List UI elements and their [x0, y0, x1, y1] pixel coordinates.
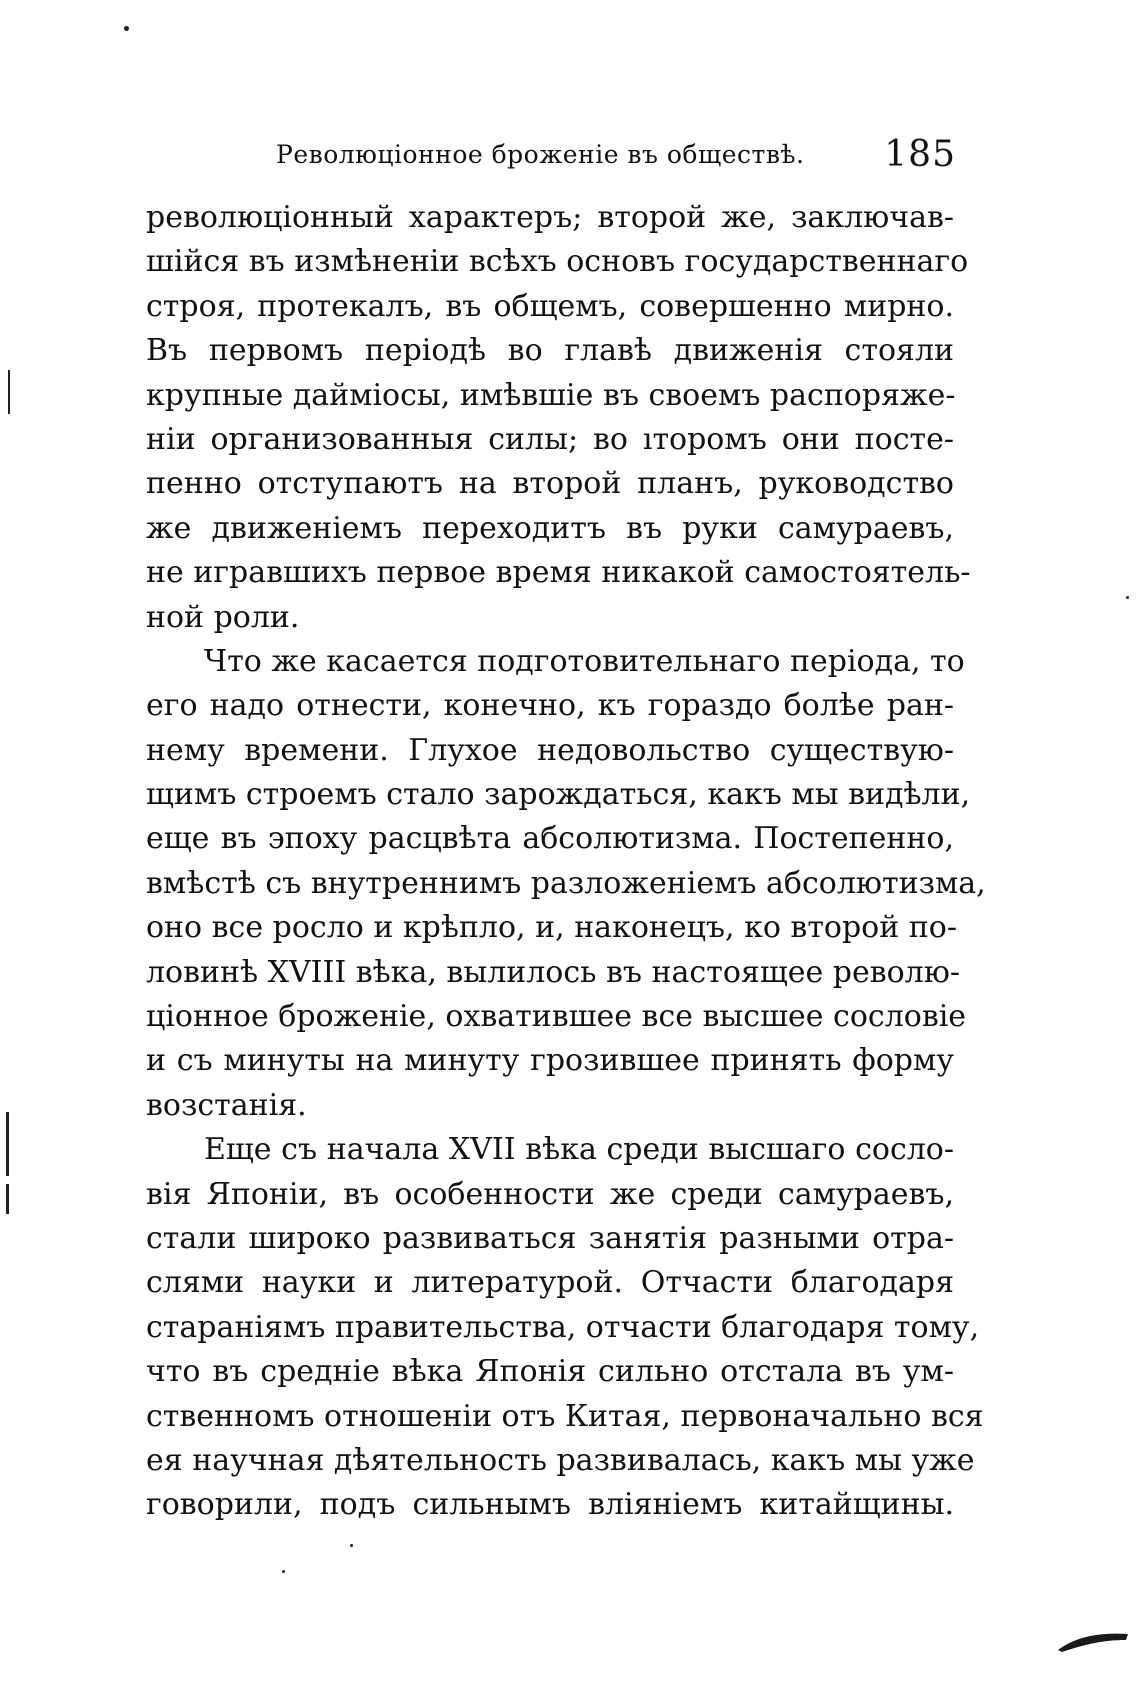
- text-line: ственномъ отношеніи отъ Китая, первоначально вся: [146, 1398, 984, 1434]
- text-line: возстанія.: [146, 1087, 307, 1123]
- text-line: стали широко развиваться занятія разными отра-: [146, 1220, 954, 1256]
- running-title: Революціонное броженіе въ обществѣ.: [276, 140, 805, 169]
- scan-speck: [350, 1544, 353, 1547]
- scan-binding-mark: [6, 1184, 9, 1214]
- text-line: ея научная дѣятельность развивалась, какъ мы уже: [146, 1442, 975, 1478]
- text-line: не игравшихъ первое время никакой самостоятель-: [146, 555, 971, 591]
- text-line: революціонный характеръ; второй же, заключав-: [146, 200, 954, 235]
- running-head: [276, 134, 956, 180]
- scan-speck: [282, 1570, 285, 1573]
- text-line: ніи организованныя силы; во ıторомъ они посте-: [146, 421, 954, 457]
- ink-smudge: [1056, 1630, 1130, 1652]
- text-line: же движеніемъ переходитъ въ руки самураевъ,: [146, 510, 954, 546]
- scan-speck: [124, 26, 129, 31]
- text-line: строя, протекалъ, въ общемъ, совершенно мирно.: [146, 288, 954, 324]
- text-line: вія Японіи, въ особенности же среди самураевъ,: [146, 1176, 954, 1212]
- paragraph: [146, 640, 986, 1128]
- text-line: оно все росло и крѣпло, и, наконецъ, ко второй по-: [146, 910, 957, 946]
- text-line: говорили, подъ сильнымъ вліяніемъ китайщины.: [146, 1487, 954, 1523]
- text-line: крупные дайміосы, имѣвшіе въ своемъ распоряже-: [146, 377, 956, 413]
- text-line: шійся въ измѣненіи всѣхъ основъ государственнаго: [146, 244, 969, 280]
- text-line: Что же касается подготовительнаго періода, то: [204, 643, 965, 679]
- page-number: 185: [884, 134, 956, 175]
- scan-binding-mark: [8, 370, 10, 414]
- body-text: [146, 196, 986, 1528]
- text-line: нему времени. Глухое недовольство существую-: [146, 732, 954, 768]
- text-line: еще въ эпоху расцвѣта абсолютизма. Постепенно,: [146, 821, 954, 857]
- paragraph: [146, 196, 971, 640]
- text-line: ціонное броженіе, охватившее все высшее сословіе: [146, 999, 967, 1035]
- text-line: его надо отнести, конечно, къ гораздо болѣе ран-: [146, 688, 954, 724]
- scan-speck: [1126, 596, 1129, 599]
- text-line: щимъ строемъ стало зарождаться, какъ мы видѣли,: [146, 777, 971, 813]
- text-line: вмѣстѣ съ внутреннимъ разложеніемъ абсолютизма,: [146, 865, 986, 901]
- paragraph: [146, 1128, 984, 1528]
- text-line: ловинѣ XVIII вѣка, вылилось въ настоящее револю-: [146, 954, 960, 990]
- text-line: пенно отступаютъ на второй планъ, руководство: [146, 466, 954, 502]
- text-line: ной роли.: [146, 599, 300, 635]
- text-line: Еще съ начала XVII вѣка среди высшаго сосло-: [204, 1132, 954, 1168]
- text-line: стараніямъ правительства, отчасти благодаря тому,: [146, 1309, 980, 1345]
- scan-binding-mark: [6, 1112, 9, 1176]
- text-line: что въ средніе вѣка Японія сильно отстала въ ум-: [146, 1354, 954, 1390]
- text-line: слями науки и литературой. Отчасти благодаря: [146, 1265, 954, 1301]
- text-line: и съ минуты на минуту грозившее принять форму: [146, 1043, 954, 1079]
- text-line: Въ первомъ періодѣ во главѣ движенія стояли: [146, 333, 954, 369]
